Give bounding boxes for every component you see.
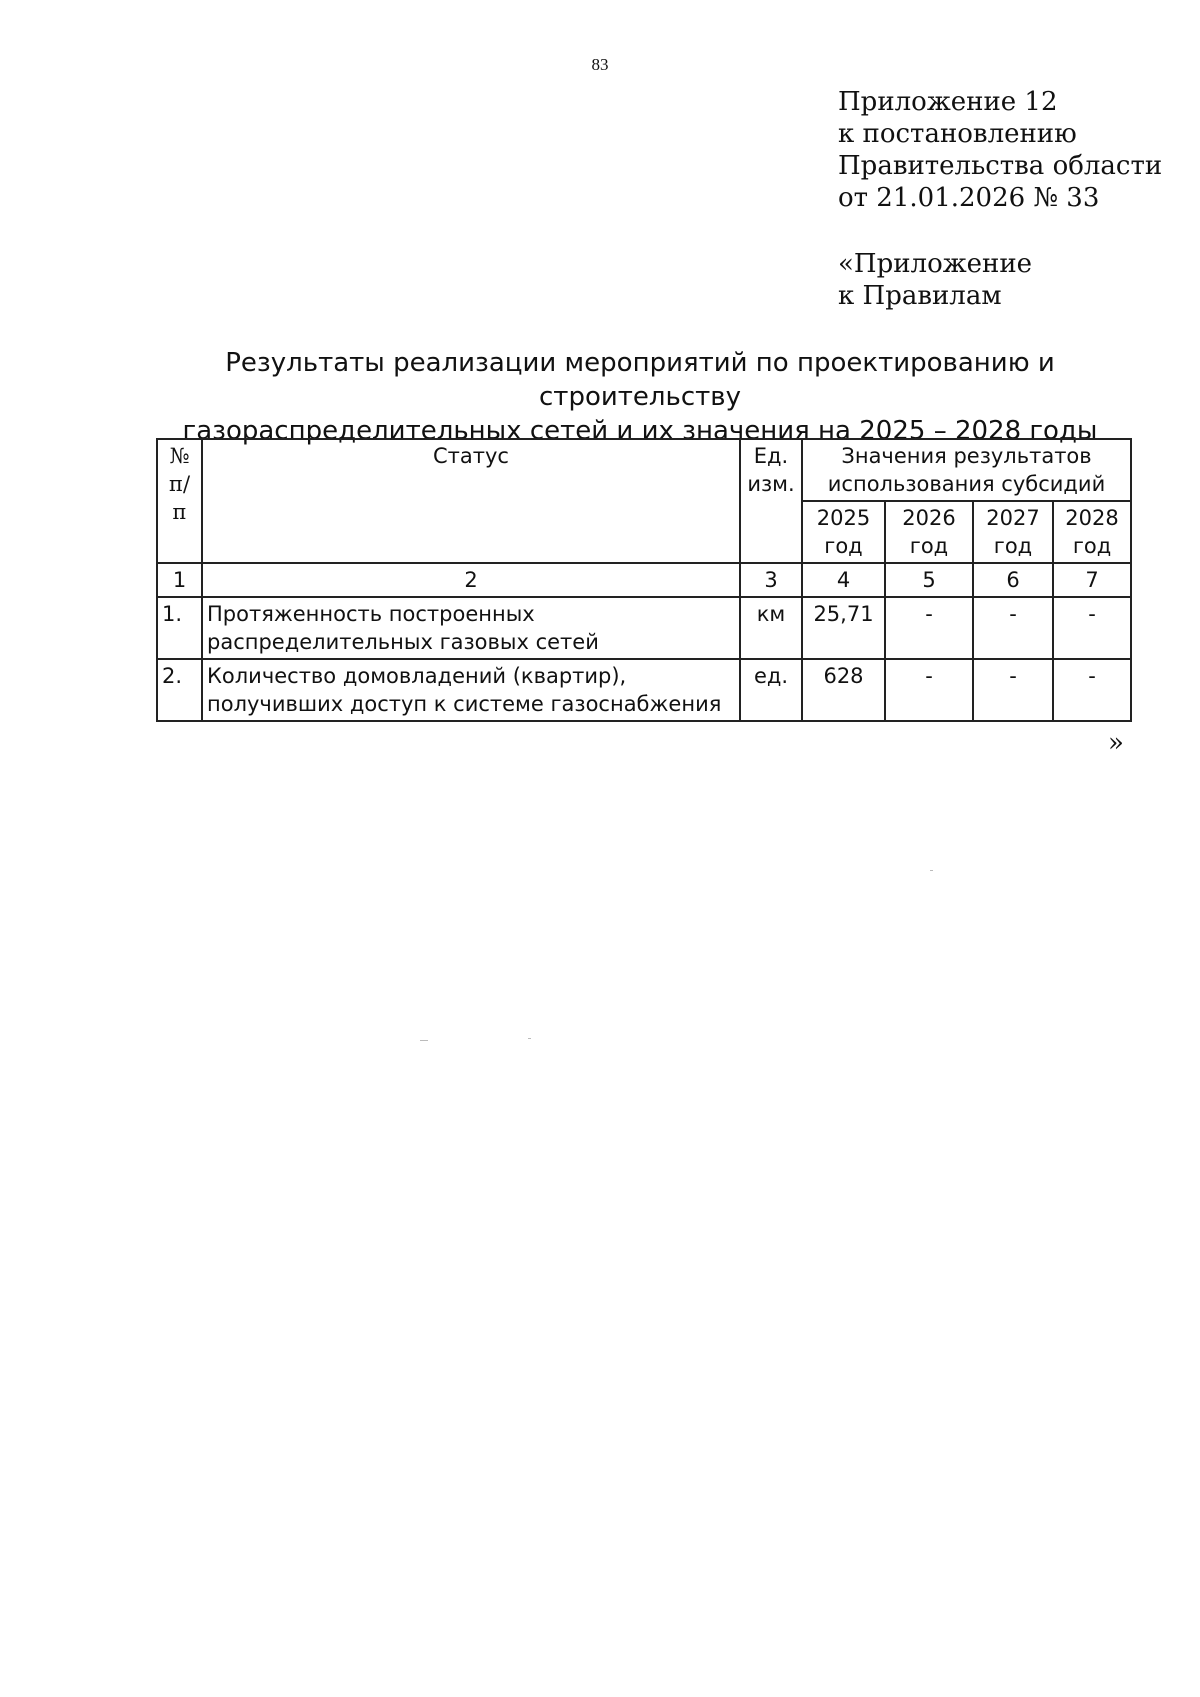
appendix-line: Приложение 12 [838,87,1058,117]
header-values-group: Значения результатов использования субсидий [802,439,1131,501]
header-year: 2026 год [885,501,973,563]
row-value: - [973,659,1053,721]
appendix-line: от 21.01.2026 № 33 [838,183,1100,213]
rules-reference-line: к Правилам [838,281,1002,311]
appendix-block [838,86,1162,214]
column-number-row [157,563,1131,597]
scan-speck [528,1038,531,1039]
row-value: - [1053,659,1131,721]
header-year: 2025 год [802,501,885,563]
header-status: Статус [202,439,740,563]
scan-speck [420,1040,428,1041]
column-number: 7 [1053,563,1131,597]
row-value: 628 [802,659,885,721]
title-line: Результаты реализации мероприятий по проектированию и строительству [225,348,1055,412]
column-number: 5 [885,563,973,597]
page-number: 83 [591,55,609,74]
row-value: - [973,597,1053,659]
row-value: - [1053,597,1131,659]
column-number: 1 [157,563,202,597]
appendix-line: к постановлению [838,119,1077,149]
title-line: газораспределительных сетей и их значения на 2025 – 2028 годы [182,416,1098,446]
table-row [157,659,1131,721]
row-unit: ед. [740,659,802,721]
header-num: № п/п [157,439,202,563]
header-unit: Ед. изм. [740,439,802,563]
table-row [157,597,1131,659]
row-num: 2. [157,659,202,721]
row-num: 1. [157,597,202,659]
closing-quote: » [1108,728,1124,758]
rules-reference-block [838,248,1032,312]
row-value: - [885,659,973,721]
appendix-line: Правительства области [838,151,1163,181]
rules-reference-line: «Приложение [838,249,1033,279]
column-number: 6 [973,563,1053,597]
header-year: 2027 год [973,501,1053,563]
row-value: - [885,597,973,659]
column-number: 2 [202,563,740,597]
scan-speck [930,870,933,871]
row-status: Количество домовладений (квартир), получивших доступ к системе газоснабжения [202,659,740,721]
row-status: Протяженность построенных распределительных газовых сетей [202,597,740,659]
row-unit: км [740,597,802,659]
document-title [140,346,1140,448]
column-number: 3 [740,563,802,597]
results-table [156,438,1132,722]
table-header-row [157,439,1131,501]
column-number: 4 [802,563,885,597]
row-value: 25,71 [802,597,885,659]
header-year: 2028 год [1053,501,1131,563]
